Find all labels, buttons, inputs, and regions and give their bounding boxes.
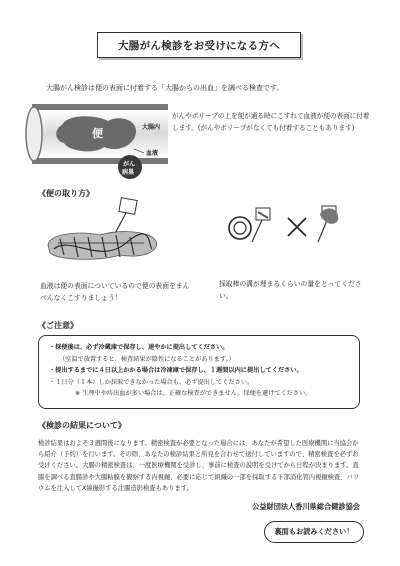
method-caption-right: 採取棒の溝が埋まるくらいの量をとってください。 xyxy=(219,280,362,300)
method-caption-left: 血液は便の表面についているので便の表面をまんべんなくこすりましょう！ xyxy=(40,282,190,302)
organization-name: 公益財団法人香川県総合健診協会 xyxy=(252,502,360,511)
sampling-stick xyxy=(119,198,137,215)
intro-text: 大腸がん検診は便の表面に付着する「大腸からの出血」を調べる検査です。 xyxy=(46,84,284,92)
stool-sampling-illustration xyxy=(40,195,170,275)
method-heading: 《便の取り方》 xyxy=(38,189,94,198)
illustration-text: がんやポリープの上を便が通る時にこすれて血液が便の表面に付着します。(がんやポリープがなくても付着することもあります) xyxy=(172,112,370,132)
stick-fill-illustration xyxy=(222,200,352,270)
colon-end xyxy=(26,107,42,161)
colon-label: 大腸内 xyxy=(142,124,161,131)
stick-ok-handle xyxy=(252,220,262,242)
note-item-1: ・採便後は、必ず冷蔵庫で保存し、速やかに提出してください。 xyxy=(49,344,229,351)
colon-illustration xyxy=(18,95,178,185)
x-mark xyxy=(288,218,306,236)
sample-ok-inner xyxy=(234,222,246,234)
lesion-label: がん病巣 xyxy=(122,161,136,176)
notes-box xyxy=(38,335,360,409)
note-item-3: ・提出するまでに４日以上かかる場合は冷凍庫で保存し、１週間以内に提出してください。 xyxy=(49,367,303,374)
results-text: 検診結果はおよそ３週間後になります。精密検査が必要となった場合には、あなたが希望した医療機関に当協会から紹介（予約）を行います。その際、あなたの検診結果と所見を合わせて送付していますので、精密検査を必ずお受けください。大腸の精密検査は、一度医療機関を受診し、事前に検査の説明を受けてから日程が決まります。直腸を調べる直腸診や大腸粘膜を観察する内視鏡、必要に応じて組織の一部を採取する下部消化管内視鏡検査、バリウムを注入してX線撮影する注腸造影検査もあります。 xyxy=(38,440,360,492)
note-item-5: ※ 生理中や痔出血が多い場合は、正確な検査ができません。採便を避けてください。 xyxy=(75,390,312,397)
stool-label: 便 xyxy=(92,127,103,140)
results-heading: 《検診の結果について》 xyxy=(38,421,126,430)
page-title: 大腸がん検診をお受けになる方へ xyxy=(97,32,301,58)
blood-label: 血液 xyxy=(146,150,159,157)
note-item-4: ・１日分（１本）しか採取できなかった場合も、必ず提出してください。 xyxy=(49,378,254,386)
note-item-2: （室温で放置すると、検査結果が陰性になることがあります。） xyxy=(59,355,235,363)
notes-heading: 《ご注意》 xyxy=(38,321,78,330)
back-side-note: 裏面もお読みください！ xyxy=(264,521,364,543)
sample-ok-circle xyxy=(229,217,251,239)
